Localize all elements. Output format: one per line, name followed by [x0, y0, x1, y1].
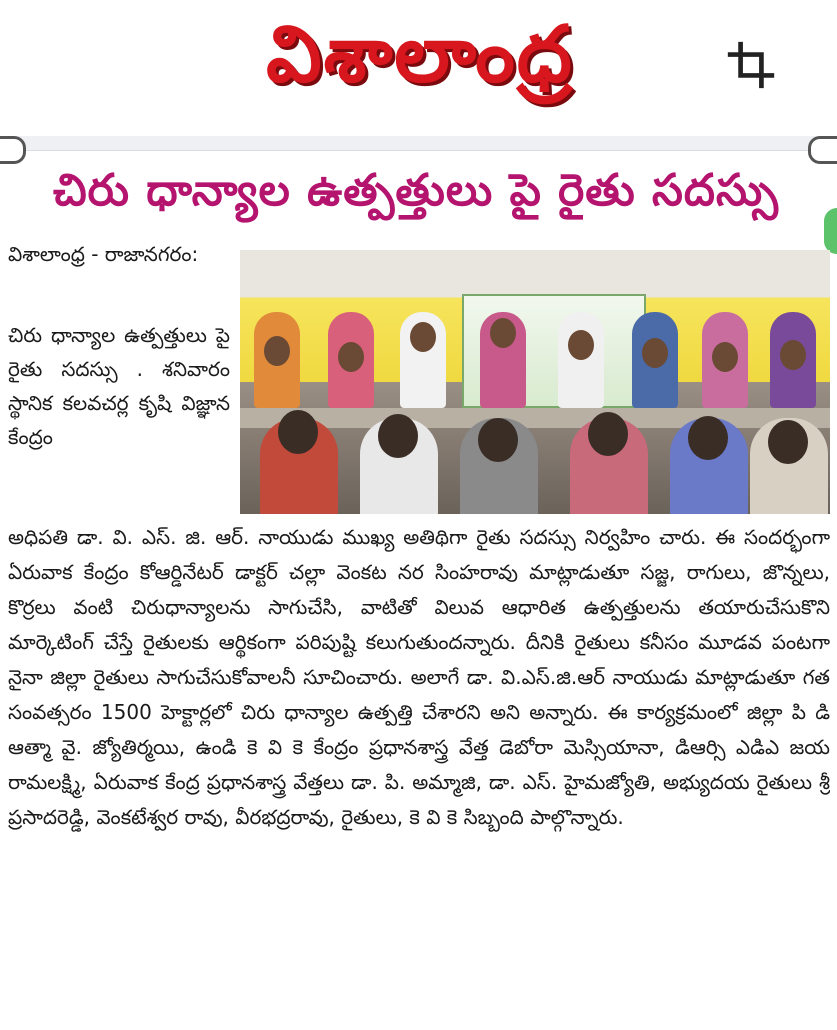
newspaper-masthead: విశాలాంధ్ర — [266, 9, 574, 100]
article-byline: విశాలాంధ్ర - రాజానగరం: — [8, 242, 199, 266]
stage-table — [240, 408, 830, 428]
crop-icon — [726, 40, 776, 90]
news-photo — [240, 250, 830, 514]
top-bar — [0, 0, 837, 136]
crop-handle-left[interactable] — [0, 136, 26, 164]
article-intro: చిరు ధాన్యాల ఉత్పత్తులు పై రైతు సదస్సు . శనివారం స్థానిక కలవచర్ల కృషి విజ్ఞాన కేంద్రం — [8, 323, 230, 449]
article-headline: చిరు ధాన్యాల ఉత్పత్తులు పై రైతు సదస్సు — [52, 165, 780, 216]
side-panel-tab[interactable] — [824, 208, 837, 254]
clipping-edge — [0, 136, 837, 151]
article-body: అధిపతి డా. వి. ఎస్. జి. ఆర్. నాయుడు ముఖ్య అతిథిగా రైతు సదస్సు నిర్వహిం చారు. ఈ సందర్భంగా ఏరువాక కేంద్రం కోఆర్డినేటర్ డాక్టర్ చల్లా వెంకట నర సింహరావు మాట్లాడుతూ సజ్జ, రాగులు, జొన్నలు, కొర్రలు వంటి చిరుధాన్యాలను సాగుచేసి, వాటితో విలువ ఆధారిత ఉత్పత్తులను తయారుచేసుకొని మార్కెటింగ్ చేస్తే రైతులకు ఆర్థికంగా పరిపుష్టి కలుగుతుందన్నారు. దీనికి రైతులు కనీసం మూడవ పంటగా నైనా జిల్లా రైతులు సాగుచేసుకోవాలనీ సూచించారు. అలాగే డా. వి.ఎస్.జి.ఆర్ నాయుడు మాట్లాడుతూ గత సంవత్సరం 1500 హెక్టార్లలో చిరు ధాన్యాల ఉత్పత్తి చేశారని అని అన్నారు. ఈ కార్యక్రమంలో జిల్లా పి డి ఆత్మా వై. జ్యోతిర్మయి, ఉండి కె వి కె కేంద్రం ప్రధానశాస్త్ర వేత్త డెబోరా మెస్సియానా, డిఆర్సి ఎడిఎ జయ రామలక్ష్మి, ఏరువాక కేంద్ర ప్రధానశాస్త్ర వేత్తలు డా. పి. అమ్మాజి, డా. ఎస్. హైమజ్యోతి, అభ్యుదయ రైతులు శ్రీ ప్రసాదరెడ్డి, వెంకటేశ్వర రావు, వీరభద్రరావు, రైతులు, కె వి కె సిబ్బంది పాల్గొన్నారు. — [8, 525, 830, 829]
crop-button[interactable] — [720, 34, 782, 96]
crop-handle-right[interactable] — [808, 136, 837, 164]
